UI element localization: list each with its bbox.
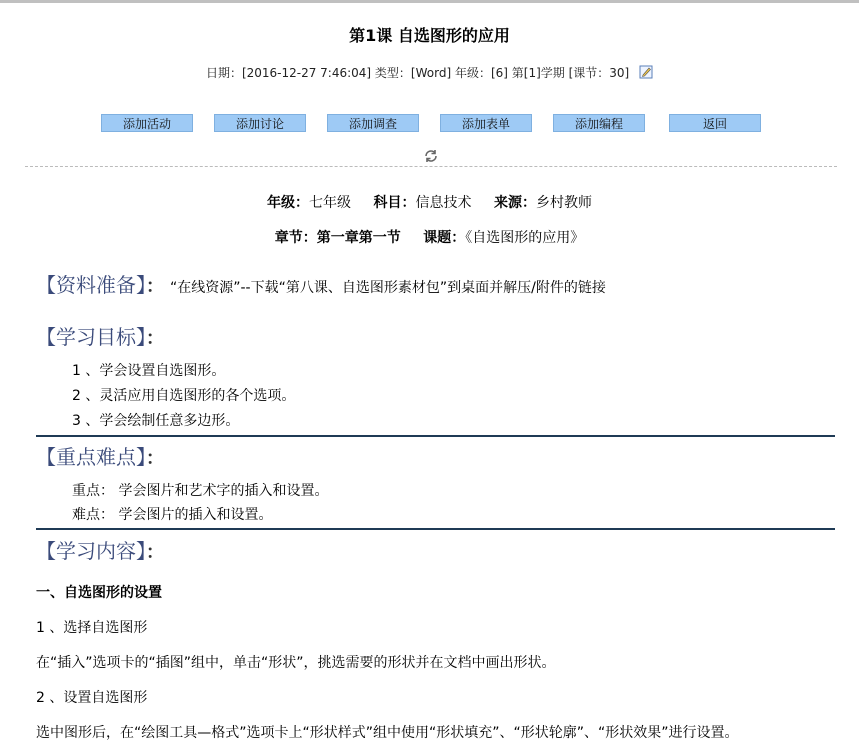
step-1-text: 在“插入”选项卡的“插图”组中，单击“形状”，挑选需要的形状并在文档中画出形状。: [36, 655, 556, 671]
info-row-1: [0, 192, 859, 212]
section-divider: [36, 528, 835, 530]
section-goals: [36, 321, 164, 350]
prep-title: 【资料准备】: [36, 273, 146, 297]
prep-text: “在线资源”--下载“第八课、自选图形素材包”到桌面并解压/附件的链接: [170, 280, 606, 296]
add-discussion-button[interactable]: 添加讨论: [214, 114, 306, 132]
section-prep: [36, 269, 606, 298]
key-point-item: 难点： 学会图片的插入和设置。: [72, 507, 273, 523]
content-colon: ：: [146, 542, 164, 563]
goal-item: 3 、学会绘制任意多边形。: [72, 413, 240, 429]
subject-label: 科目：: [373, 195, 416, 211]
page-title: 第1课 自选图形的应用: [349, 26, 510, 45]
subject-value: 信息技术: [415, 195, 472, 211]
key-point-item: 重点： 学会图片和艺术字的插入和设置。: [72, 483, 329, 499]
back-button[interactable]: 返回: [669, 114, 761, 132]
add-activity-button[interactable]: 添加活动: [101, 114, 193, 132]
prep-colon: ：: [146, 276, 164, 297]
lesson-meta: [0, 64, 859, 81]
refresh-icon[interactable]: [423, 148, 439, 164]
grade-value: 七年级: [309, 195, 352, 211]
step-2-title: 2 、设置自选图形: [36, 690, 148, 706]
add-programming-button[interactable]: 添加编程: [553, 114, 645, 132]
topic-value: 《自选图形的应用》: [465, 230, 585, 246]
content-title: 【学习内容】: [36, 539, 146, 563]
section-key-points: [36, 441, 164, 470]
section-divider: [36, 435, 835, 437]
goals-title: 【学习目标】: [36, 325, 146, 349]
edit-icon[interactable]: [639, 65, 653, 79]
key-colon: ：: [146, 448, 164, 469]
source-value: 乡村教师: [535, 195, 592, 211]
chapter-label: 章节：: [274, 230, 317, 246]
add-form-button[interactable]: 添加表单: [440, 114, 532, 132]
step-2-text: 选中图形后，在“绘图工具—格式”选项卡上“形状样式”组中使用“形状填充”、“形状轮廓”、“形状效果”进行设置。: [36, 725, 739, 741]
content-heading: 一、自选图形的设置: [36, 585, 162, 601]
chapter-value: 第一章第一节: [316, 230, 401, 246]
goals-colon: ：: [146, 328, 164, 349]
dashed-divider: [25, 166, 837, 167]
key-title: 【重点难点】: [36, 445, 146, 469]
goal-item: 2 、灵活应用自选图形的各个选项。: [72, 388, 296, 404]
info-row-2: [0, 227, 859, 247]
goal-item: 1 、学会设置自选图形。: [72, 363, 226, 379]
topic-label: 课题：: [423, 230, 466, 246]
grade-label: 年级：: [267, 195, 310, 211]
add-survey-button[interactable]: 添加调查: [327, 114, 419, 132]
section-content: [36, 535, 164, 564]
meta-text: 日期：[2016-12-27 7:46:04] 类型：[Word] 年级：[6] 第[1]学期 [课节：30]: [205, 66, 630, 80]
source-label: 来源：: [493, 195, 536, 211]
step-1-title: 1 、选择自选图形: [36, 620, 148, 636]
